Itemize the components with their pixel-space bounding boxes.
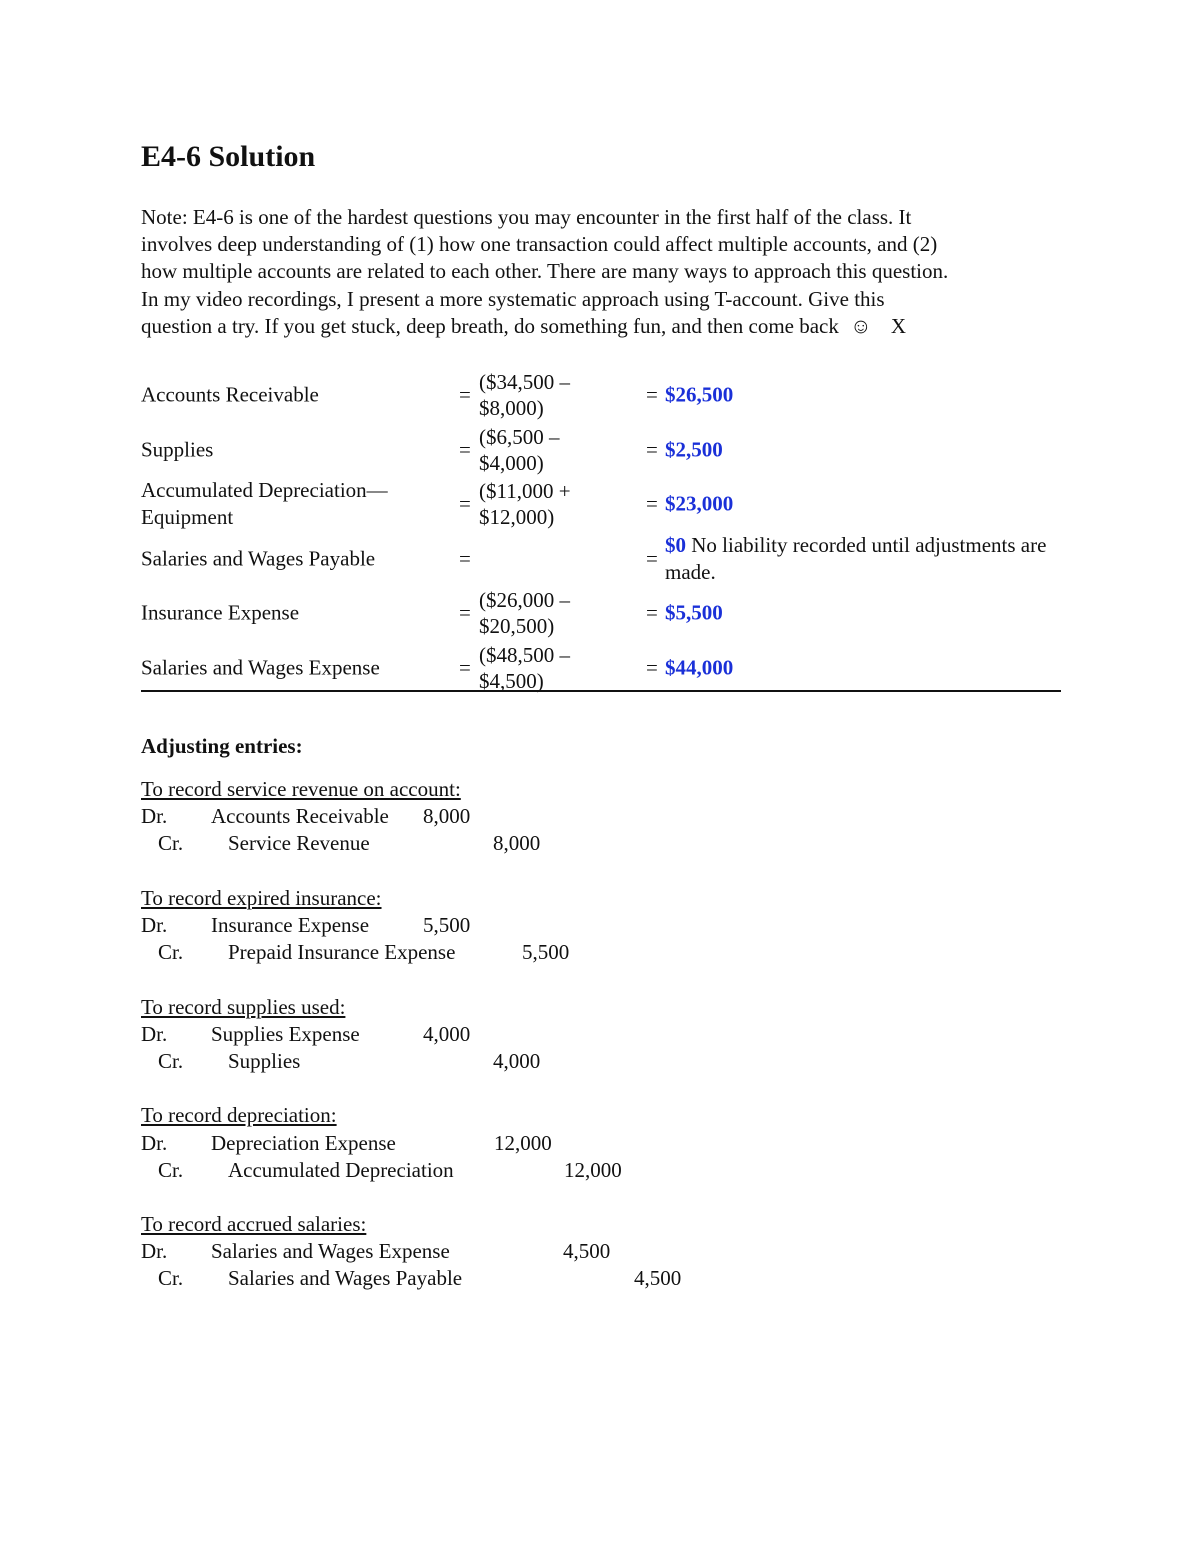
calc-label: Salaries and Wages Payable xyxy=(141,546,376,571)
credit-account: Supplies xyxy=(228,1048,301,1073)
note-line: In my video recordings, I present a more systematic approach using T-account. Give this xyxy=(141,286,885,311)
entry-credit-line xyxy=(141,1265,841,1292)
calc-equals: = xyxy=(459,382,471,407)
credit-account: Service Revenue xyxy=(228,831,370,856)
note-line: question a try. If you get stuck, deep breath, do something fun, and then come back xyxy=(141,313,839,338)
calc-row xyxy=(141,586,1061,641)
calc-row xyxy=(141,477,1061,532)
journal-entry xyxy=(141,776,841,858)
debit-label: Dr. xyxy=(141,912,168,937)
entry-title: To record expired insurance: xyxy=(141,885,382,910)
calc-equals: = xyxy=(646,655,658,680)
entry-title: To record depreciation: xyxy=(141,1103,337,1128)
entry-title: To record supplies used: xyxy=(141,994,346,1019)
calculation-table xyxy=(141,368,1061,695)
calc-row xyxy=(141,641,1061,696)
calc-equals: = xyxy=(646,491,658,516)
calc-label: Salaries and Wages Expense xyxy=(141,655,380,680)
calc-expression: ($11,000 + $12,000) xyxy=(479,479,571,530)
entry-credit-line xyxy=(141,939,841,966)
calc-equals: = xyxy=(459,600,471,625)
debit-account: Accounts Receivable xyxy=(211,804,389,829)
calc-row xyxy=(141,532,1061,587)
calc-label: Insurance Expense xyxy=(141,600,300,625)
entry-title: To record service revenue on account: xyxy=(141,777,461,801)
entry-credit-line xyxy=(141,1157,841,1184)
credit-amount: 12,000 xyxy=(564,1157,622,1182)
calc-equals: = xyxy=(646,382,658,407)
calc-result-value: $23,000 xyxy=(665,491,734,516)
calc-expression: ($34,500 – $8,000) xyxy=(479,370,570,421)
entry-debit-line xyxy=(141,803,841,830)
credit-account: Salaries and Wages Payable xyxy=(228,1266,463,1291)
page-title: E4-6 Solution xyxy=(141,140,316,173)
calc-row xyxy=(141,368,1061,423)
debit-label: Dr. xyxy=(141,1239,168,1264)
calc-result-value: $2,500 xyxy=(665,437,723,462)
calc-result-value: $26,500 xyxy=(665,382,734,407)
calc-expression: ($6,500 – $4,000) xyxy=(479,424,560,475)
calc-result-comment: No liability recorded until adjustments are made. xyxy=(665,532,1047,584)
debit-account: Salaries and Wages Expense xyxy=(211,1239,450,1264)
note-line: involves deep understanding of (1) how one transaction could affect multiple accounts, and (2) xyxy=(141,232,938,257)
calc-expression: ($26,000 – $20,500) xyxy=(479,588,570,639)
calc-result xyxy=(665,600,1065,627)
calc-result xyxy=(665,436,1065,463)
credit-label: Cr. xyxy=(158,1048,184,1073)
smiley-icon: ☺ xyxy=(850,313,872,338)
calc-equals: = xyxy=(459,546,471,571)
calc-equals: = xyxy=(459,437,471,462)
credit-label: Cr. xyxy=(158,1266,184,1291)
calc-result xyxy=(665,654,1065,681)
debit-account: Insurance Expense xyxy=(211,912,370,937)
credit-label: Cr. xyxy=(158,831,184,856)
entry-credit-line xyxy=(141,830,841,857)
credit-account: Prepaid Insurance Expense xyxy=(228,940,456,965)
calc-equals: = xyxy=(646,546,658,571)
journal-entry xyxy=(141,1102,841,1184)
note-end-mark: X xyxy=(890,313,906,338)
note-line: how multiple accounts are related to each other. There are many ways to approach this question. xyxy=(141,259,949,284)
debit-label: Dr. xyxy=(141,1130,168,1155)
debit-account: Depreciation Expense xyxy=(211,1130,396,1155)
journal-entry xyxy=(141,885,841,967)
calc-equals: = xyxy=(646,600,658,625)
calc-expression: ($48,500 – $4,500) xyxy=(479,642,570,693)
calc-result xyxy=(665,491,1065,518)
credit-amount: 5,500 xyxy=(522,940,570,965)
note-paragraph xyxy=(141,204,1061,340)
debit-amount: 4,000 xyxy=(423,1021,471,1046)
calc-equals: = xyxy=(646,437,658,462)
debit-amount: 8,000 xyxy=(423,804,471,829)
calc-result-value: $44,000 xyxy=(665,655,734,680)
entry-credit-line xyxy=(141,1048,841,1075)
debit-amount: 12,000 xyxy=(494,1130,552,1155)
credit-label: Cr. xyxy=(158,940,184,965)
entry-debit-line xyxy=(141,1021,841,1048)
calc-result xyxy=(665,532,1065,586)
entry-debit-line xyxy=(141,912,841,939)
calc-label: Supplies xyxy=(141,437,214,462)
calc-label: Accounts Receivable xyxy=(141,382,319,407)
journal-entry xyxy=(141,1211,841,1293)
journal-entries xyxy=(141,776,841,1320)
credit-amount: 8,000 xyxy=(493,831,541,856)
credit-amount: 4,500 xyxy=(634,1266,682,1291)
calc-row xyxy=(141,423,1061,478)
debit-amount: 5,500 xyxy=(423,912,471,937)
table-bottom-rule xyxy=(141,690,1061,692)
debit-label: Dr. xyxy=(141,804,168,829)
entry-debit-line xyxy=(141,1238,841,1265)
calc-equals: = xyxy=(459,491,471,516)
debit-account: Supplies Expense xyxy=(211,1021,360,1046)
entry-debit-line xyxy=(141,1130,841,1157)
calc-equals: = xyxy=(459,655,471,680)
credit-amount: 4,000 xyxy=(493,1048,541,1073)
credit-label: Cr. xyxy=(158,1157,184,1182)
calc-result-value: $0 xyxy=(665,532,686,557)
calc-result-value: $5,500 xyxy=(665,600,723,625)
credit-account: Accumulated Depreciation xyxy=(228,1157,454,1182)
debit-amount: 4,500 xyxy=(563,1239,611,1264)
entry-title: To record accrued salaries: xyxy=(141,1212,367,1237)
adjusting-entries-heading: Adjusting entries: xyxy=(141,734,303,758)
note-line: Note: E4-6 is one of the hardest questions you may encounter in the first half of the class. It xyxy=(141,205,912,229)
calc-label: Accumulated Depreciation— Equipment xyxy=(141,478,388,530)
journal-entry xyxy=(141,994,841,1076)
debit-label: Dr. xyxy=(141,1021,168,1046)
calc-result xyxy=(665,382,1065,409)
